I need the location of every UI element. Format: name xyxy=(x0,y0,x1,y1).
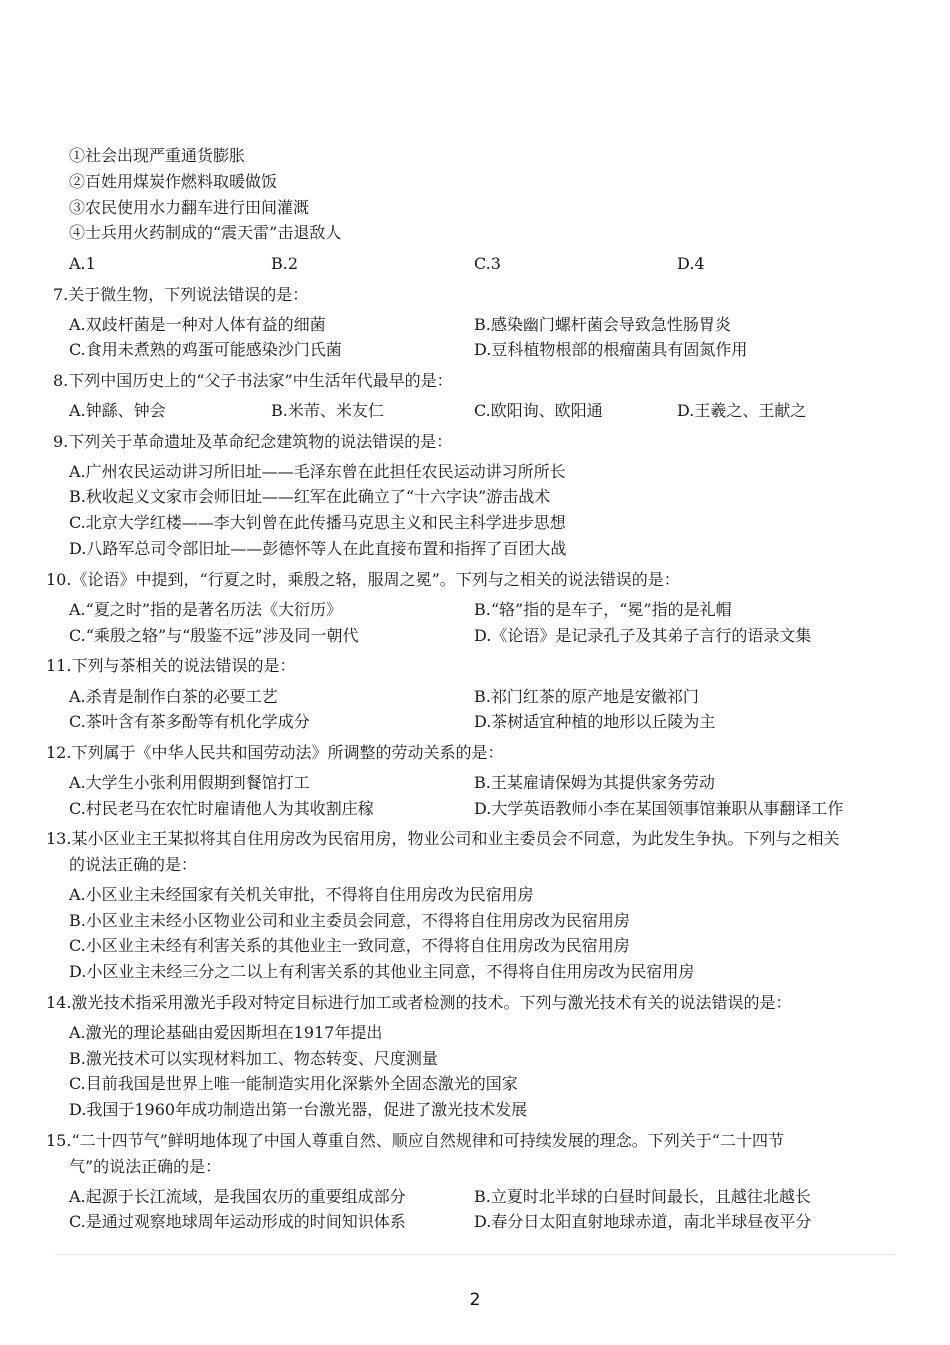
q7-option-a: A.双歧杆菌是一种对人体有益的细菌 xyxy=(69,315,326,334)
page-number: 2 xyxy=(469,1290,481,1310)
q6-item-4: ④士兵用火药制成的“震天雷”击退敌人 xyxy=(69,223,342,242)
q9-option-d: D.八路军总司令部旧址——彭德怀等人在此直接布置和指挥了百团大战 xyxy=(69,539,567,558)
q7-option-d: D.豆科植物根部的根瘤菌具有固氮作用 xyxy=(474,340,748,359)
q8-stem: 8.下列中国历史上的“父子书法家”中生活年代最早的是： xyxy=(53,371,453,390)
q15-option-a: A.起源于长江流域，是我国农历的重要组成部分 xyxy=(69,1187,406,1206)
q9-option-a: A.广州农民运动讲习所旧址——毛泽东曾在此担任农民运动讲习所所长 xyxy=(69,462,566,481)
q6-option-c: C.3 xyxy=(474,254,501,273)
q15-stem-line-2: 气”的说法正确的是： xyxy=(69,1157,222,1176)
q11-stem: 11.下列与茶相关的说法错误的是： xyxy=(46,656,296,675)
q9-option-c: C.北京大学红楼——李大钊曾在此传播马克思主义和民主科学进步思想 xyxy=(69,513,566,532)
q7-stem: 7.关于微生物，下列说法错误的是： xyxy=(53,285,309,304)
q12-option-d: D.大学英语教师小李在某国领事馆兼职从事翻译工作 xyxy=(474,799,844,818)
q8-option-a: A.钟繇、钟会 xyxy=(69,401,166,420)
q6-option-b: B.2 xyxy=(271,254,299,273)
q6-option-a: A.1 xyxy=(69,254,96,273)
q12-option-a: A.大学生小张利用假期到餐馆打工 xyxy=(69,773,310,792)
q6-item-1: ①社会出现严重通货膨胀 xyxy=(69,146,246,165)
q15-option-c: C.是通过观察地球周年运动形成的时间知识体系 xyxy=(69,1212,406,1231)
q6-option-d: D.4 xyxy=(677,254,705,273)
q14-option-b: B.激光技术可以实现材料加工、物态转变、尺度测量 xyxy=(69,1049,438,1068)
q15-option-b: B.立夏时北半球的白昼时间最长，且越往北越长 xyxy=(474,1187,811,1206)
q13-stem-line-2: 的说法正确的是： xyxy=(69,855,198,874)
q15-option-d: D.春分日太阳直射地球赤道，南北半球昼夜平分 xyxy=(474,1212,812,1231)
q10-option-a: A.“夏之时”指的是著名历法《大衍历》 xyxy=(69,600,343,619)
q7-option-c: C.食用未煮熟的鸡蛋可能感染沙门氏菌 xyxy=(69,340,342,359)
q6-item-3: ③农民使用水力翻车进行田间灌溉 xyxy=(69,198,310,217)
q13-option-b: B.小区业主未经小区物业公司和业主委员会同意，不得将自住用房改为民宿用房 xyxy=(69,911,630,930)
q10-stem: 10.《论语》中提到，“行夏之时，乘殷之辂，服周之冕”。下列与之相关的说法错误的是： xyxy=(46,570,680,589)
q14-option-c: C.目前我国是世界上唯一能制造实用化深紫外全固态激光的国家 xyxy=(69,1074,518,1093)
q8-option-d: D.王羲之、王献之 xyxy=(677,401,807,420)
q12-stem: 12.下列属于《中华人民共和国劳动法》所调整的劳动关系的是： xyxy=(46,743,504,762)
q13-stem-line-1: 13.某小区业主王某拟将其自住用房改为民宿用房，物业公司和业主委员会不同意，为此发生争执。下列与之相关 xyxy=(46,829,840,848)
q11-option-a: A.杀青是制作白茶的必要工艺 xyxy=(69,687,278,706)
q12-option-c: C.村民老马在农忙时雇请他人为其收割庄稼 xyxy=(69,799,374,818)
q14-stem: 14.激光技术指采用激光手段对特定目标进行加工或者检测的技术。下列与激光技术有关的说法错误的是： xyxy=(46,993,792,1012)
q11-option-c: C.茶叶含有茶多酚等有机化学成分 xyxy=(69,712,310,731)
q6-item-2: ②百姓用煤炭作燃料取暖做饭 xyxy=(69,172,278,191)
q13-option-c: C.小区业主未经有利害关系的其他业主一致同意，不得将自住用房改为民宿用房 xyxy=(69,936,630,955)
q10-option-b: B.“辂”指的是车子，“冕”指的是礼帽 xyxy=(474,600,732,619)
q12-option-b: B.王某雇请保姆为其提供家务劳动 xyxy=(474,773,715,792)
q9-stem: 9.下列关于革命遗址及革命纪念建筑物的说法错误的是： xyxy=(53,432,453,451)
q13-option-d: D.小区业主未经三分之二以上有利害关系的其他业主同意，不得将自住用房改为民宿用房 xyxy=(69,962,695,981)
q11-option-d: D.茶树适宜种植的地形以丘陵为主 xyxy=(474,712,716,731)
q7-option-b: B.感染幽门螺杆菌会导致急性肠胃炎 xyxy=(474,315,731,334)
footer-divider xyxy=(55,1254,895,1255)
q10-option-d: D.《论语》是记录孔子及其弟子言行的语录文集 xyxy=(474,626,812,645)
q8-option-c: C.欧阳询、欧阳通 xyxy=(474,401,603,420)
q8-option-b: B.米芾、米友仁 xyxy=(271,401,384,420)
q10-option-c: C.“乘殷之辂”与“殷鉴不远”涉及同一朝代 xyxy=(69,626,359,645)
q15-stem-line-1: 15.“二十四节气”鲜明地体现了中国人尊重自然、顺应自然规律和可持续发展的理念。下列关于“二十四节 xyxy=(46,1131,784,1150)
q14-option-a: A.激光的理论基础由爱因斯坦在1917年提出 xyxy=(69,1023,383,1042)
q13-option-a: A.小区业主未经国家有关机关审批，不得将自住用房改为民宿用房 xyxy=(69,885,534,904)
q14-option-d: D.我国于1960年成功制造出第一台激光器，促进了激光技术发展 xyxy=(69,1100,528,1119)
q9-option-b: B.秋收起义文家市会师旧址——红军在此确立了“十六字诀”游击战术 xyxy=(69,487,551,506)
q11-option-b: B.祁门红茶的原产地是安徽祁门 xyxy=(474,687,699,706)
